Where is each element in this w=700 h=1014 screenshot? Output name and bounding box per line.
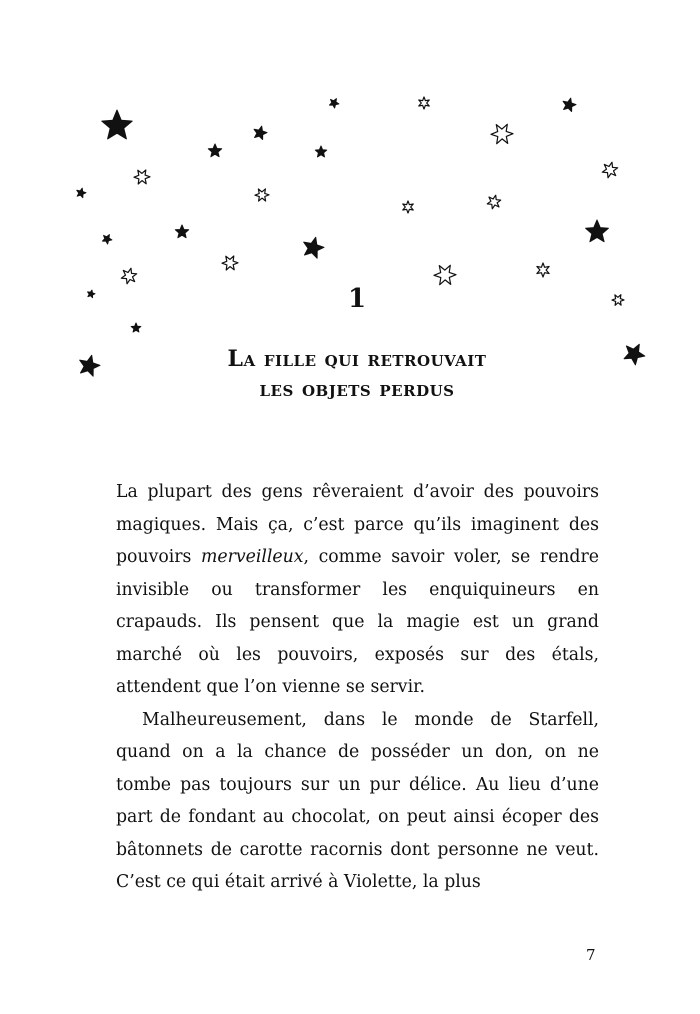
chapter-title-line-1: La fille qui retrouvait [227, 346, 487, 372]
paragraph-1-emphasis: merveilleux [200, 547, 304, 567]
paragraph-2: Malheureusement, dans le monde de Starfell, quand on a la chance de posséder un don, on ne tombe pas toujours sur un pur délice. Au lieu d’une part de fondant au chocolat, on peut ainsi écoper des bâtonnets de carotte racornis dont personne ne veut. C’est ce qui était arrivé à Violette, la plus [116, 709, 599, 892]
outline-star-icon [134, 170, 150, 184]
outline-star-icon [487, 195, 500, 209]
paragraph-1 [116, 476, 599, 704]
outline-star-icon [403, 201, 413, 213]
filled-star-icon [315, 146, 326, 157]
chapter-number: 1 [347, 284, 367, 314]
outline-star-icon [491, 124, 513, 143]
outline-star-icon [434, 265, 456, 284]
filled-star-icon [563, 98, 576, 111]
paragraph-1-start: La plupart des gens rêveraient d’avoir des pouvoirs magiques. Mais ça, c’est parce qu’ils imaginent des pouvoirs [116, 482, 599, 567]
filled-star-icon [175, 225, 188, 238]
filled-star-icon [208, 144, 221, 157]
outline-star-icon [255, 189, 269, 201]
filled-star-icon [77, 188, 86, 197]
chapter-title-line-2: les objets perdus [259, 376, 455, 402]
outline-star-icon [121, 268, 136, 284]
filled-star-icon [102, 110, 132, 139]
page-number: 7 [586, 946, 596, 964]
outline-star-icon [537, 263, 549, 277]
filled-star-icon [254, 126, 267, 139]
outline-star-icon [602, 162, 617, 178]
filled-star-icon [330, 99, 339, 108]
filled-star-icon [131, 323, 141, 332]
outline-star-icon [222, 256, 238, 270]
body-text [116, 476, 599, 899]
paragraph-1-end: , comme savoir voler, se rendre invisible ou transformer les enquiquineurs en crapauds. Ils pensent que la magie est un grand marché où les pouvoirs, exposés sur des étals, attendent que l’on vienne se servir. [116, 547, 599, 697]
filled-star-icon [586, 220, 609, 242]
filled-star-icon [103, 235, 112, 244]
outline-star-icon [419, 97, 429, 109]
filled-star-icon [304, 237, 324, 258]
chapter-title [0, 344, 700, 404]
